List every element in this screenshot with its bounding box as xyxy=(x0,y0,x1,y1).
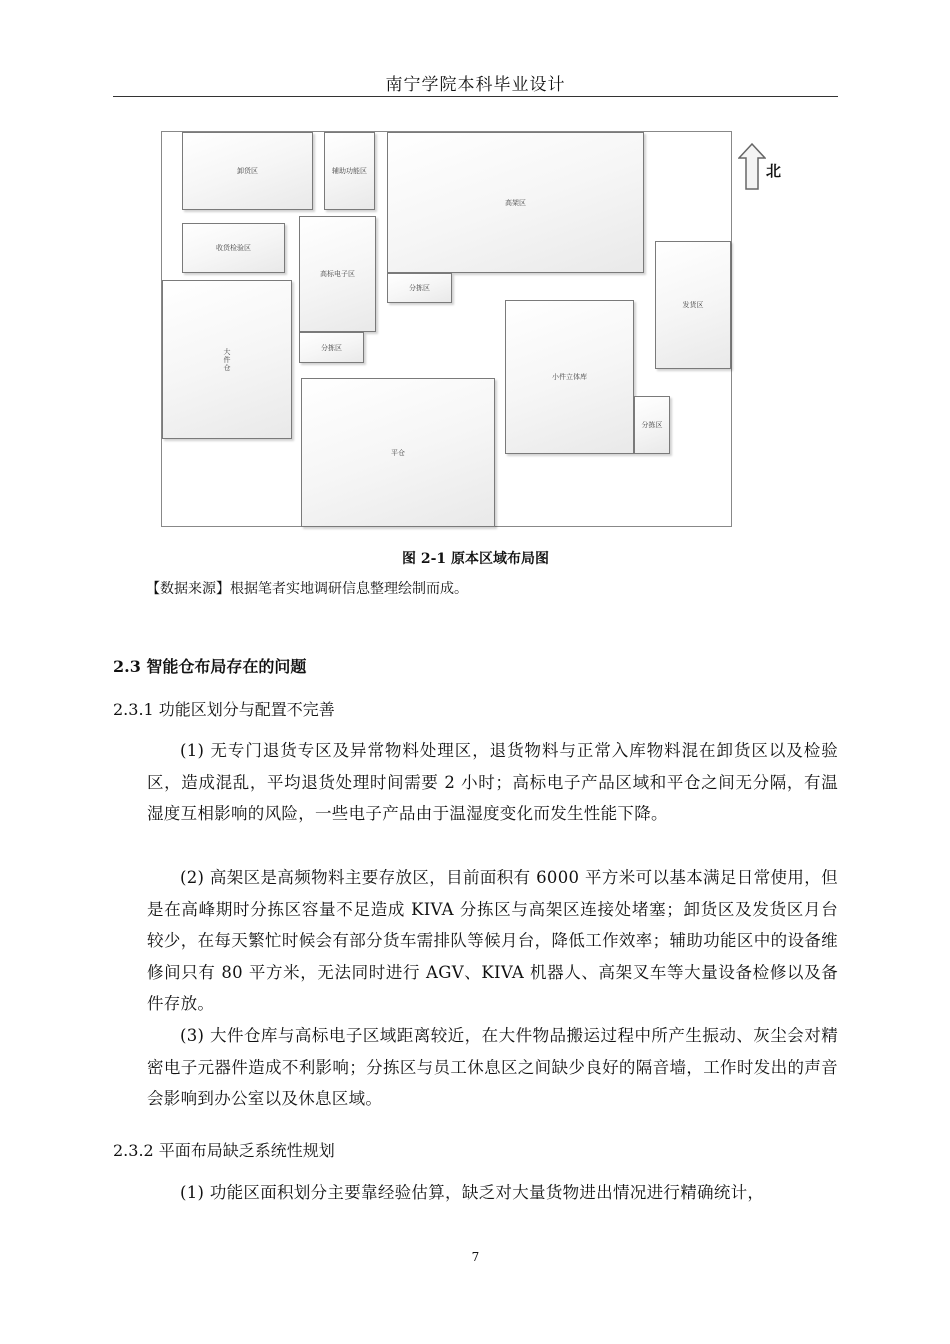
zone-shipping xyxy=(655,241,731,369)
zone-sorting-north xyxy=(387,273,452,303)
paragraph: (2) 高架区是高频物料主要存放区，目前面积有 6000 平方米可以基本满足日常使用，但是在高峰期时分拣区容量不足造成 KIVA 分拣区与高架区连接处堵塞；卸货区及发货区月台较少，在每天繁忙时候会有部分货车需排队等候月台，降低工作效率；辅助功能区中的设备维修间只有 80 平方米，无法同时进行 AGV、KIVA 机器人、高架叉车等大量设备检修以及备件存放。 xyxy=(147,868,838,1013)
zone-label: 小件立体库 xyxy=(552,373,587,381)
zone-auxiliary xyxy=(324,132,375,210)
page-number: 7 xyxy=(471,1250,480,1264)
subsection-heading: 2.3.1 功能区划分与配置不完善 xyxy=(113,700,335,719)
figure-caption: 图 2-1 原本区域布局图 xyxy=(401,551,550,567)
zone-label: 辅助功能区 xyxy=(332,167,367,175)
zone-flat-warehouse xyxy=(301,378,495,527)
subsection-heading: 2.3.2 平面布局缺乏系统性规划 xyxy=(113,1141,335,1160)
zone-sorting-east xyxy=(634,396,670,454)
paragraph: (1) 功能区面积划分主要靠经验估算，缺乏对大量货物进出情况进行精确统计， xyxy=(180,1183,765,1202)
north-label: 北 xyxy=(766,162,782,180)
zone-label: 高标电子区 xyxy=(320,270,355,278)
north-arrow-icon xyxy=(738,143,766,191)
page-header-title: 南宁学院本科毕业设计 xyxy=(385,75,566,95)
zone-small-parts-storage xyxy=(505,300,634,454)
zone-high-shelf xyxy=(387,132,644,273)
zone-unloading xyxy=(182,132,313,210)
zone-large-items xyxy=(162,280,292,439)
zone-high-value-electronics xyxy=(299,216,376,332)
paragraph: (1) 无专门退货专区及异常物料处理区，退货物料与正常入库物料混在卸货区以及检验区，造成混乱，平均退货处理时间需要 2 小时；高标电子产品区域和平仓之间无分隔，有温湿度互相影响的风险，一些电子产品由于温湿度变化而发生性能下降。 xyxy=(147,741,838,823)
zone-label: 分拣区 xyxy=(409,284,430,292)
zone-receiving-inspection xyxy=(182,223,285,273)
zone-label: 平仓 xyxy=(391,448,405,457)
section-heading: 2.3 智能仓布局存在的问题 xyxy=(113,657,307,676)
layout-figure xyxy=(161,131,732,527)
zone-label: 分拣区 xyxy=(321,343,342,352)
zone-label: 高架区 xyxy=(505,198,526,207)
paragraph: (3) 大件仓库与高标电子区域距离较近，在大件物品搬运过程中所产生振动、灰尘会对精密电子元器件造成不利影响；分拣区与员工休息区之间缺少良好的隔音墙，工作时发出的声音会影响到办公室以及休息区域。 xyxy=(147,1026,838,1108)
zone-label: 卸货区 xyxy=(237,167,258,175)
zone-label: 收货检验区 xyxy=(216,244,251,252)
zone-sorting-middle xyxy=(299,332,364,363)
figure-source: 【数据来源】根据笔者实地调研信息整理绘制而成。 xyxy=(146,581,468,597)
zone-label: 大件仓 xyxy=(223,347,231,372)
north-indicator xyxy=(738,143,788,191)
zone-label: 分拣区 xyxy=(641,421,663,429)
zone-label: 发货区 xyxy=(682,301,704,309)
header-divider xyxy=(113,96,838,97)
